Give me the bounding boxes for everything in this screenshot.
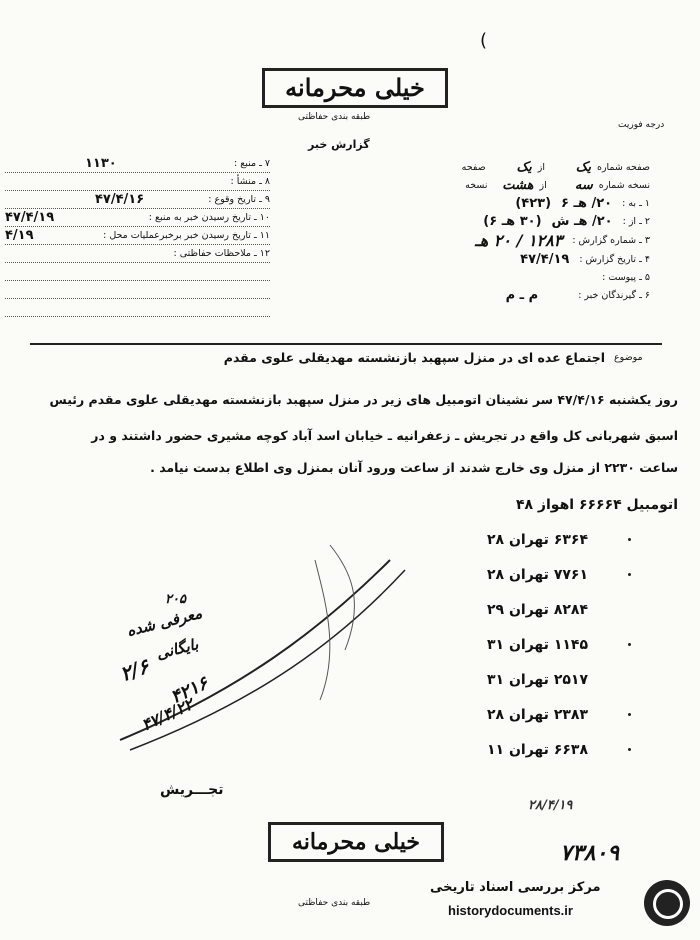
vehicle-item: ۱۱۴۵ تهران ۳۱ bbox=[487, 637, 588, 653]
vehicles-intro: اتومبیل ۶۶۶۶۴ اهواز ۴۸ bbox=[515, 497, 678, 513]
subject-label: موضوع bbox=[614, 352, 643, 363]
form-row: ۱ ـ به : ۲۰/ هـ ۶ (۴۲۳) bbox=[515, 195, 650, 211]
handwritten-arc bbox=[100, 540, 460, 770]
classification-label: طبقه بندی حفاظتی bbox=[298, 112, 371, 122]
form-row: ۳ ـ شماره گزارش : ۱۲۸۳ / ۲۰ هـ bbox=[475, 230, 650, 250]
bullet-dot bbox=[628, 713, 631, 716]
handwritten-note: ۴۷/۴/۲۲ bbox=[138, 694, 197, 735]
form-right bbox=[395, 158, 650, 304]
form-row: ۲ ـ از : ۲۰/ هـ ش (۳۰ هـ ۶) bbox=[483, 213, 650, 229]
vehicle-item: ۲۳۸۳ تهران ۲۸ bbox=[487, 707, 588, 723]
handwritten-note: بایگانی bbox=[154, 635, 200, 663]
classification-stamp: خیلی محرمانه bbox=[262, 68, 448, 108]
vehicle-item: ۶۶۳۸ تهران ۱۱ bbox=[487, 742, 588, 758]
top-mark: ( bbox=[480, 30, 488, 51]
bullet-dot bbox=[628, 538, 631, 541]
form-blank-line bbox=[5, 281, 270, 299]
form-row: صفحه شماره یک از یک صفحه bbox=[461, 159, 650, 175]
location-text: تجـــریش bbox=[160, 782, 224, 798]
handwritten-note: معرفی شده bbox=[124, 603, 204, 641]
vehicle-item: ۲۵۱۷ تهران ۳۱ bbox=[487, 672, 588, 688]
vehicle-item: ۶۳۶۴ تهران ۲۸ bbox=[487, 532, 588, 548]
handwritten-note: ۲۰۵ bbox=[165, 592, 186, 607]
form-row: نسخه شماره سه از هشت نسخه bbox=[465, 177, 650, 193]
form-row: ۴ ـ تاریخ گزارش : ۴۷/۴/۱۹ bbox=[520, 251, 650, 267]
handwritten-note: ۴۲۱۶ bbox=[167, 672, 212, 709]
body-line-3: ساعت ۲۲۳۰ از منزل وی خارج شدند از ساعت ورود آنان بمنزل وی اطلاع بدست نیامد . bbox=[150, 460, 678, 475]
handwritten-note: ۲/۶ bbox=[116, 653, 153, 687]
watermark-org: مرکز بررسی اسناد تاریخی bbox=[430, 880, 601, 895]
body-line-1: روز یکشنبه ۴۷/۴/۱۶ سر نشینان اتومبیل های زیر در منزل سپهبد بازنشسته مهدیقلی علوی مقدم رئیس bbox=[49, 392, 678, 407]
watermark-site: historydocuments.ir bbox=[448, 903, 573, 918]
bullet-dot bbox=[628, 643, 631, 646]
form-row: ۷ ـ منبع : ۱۱۳۰ bbox=[5, 155, 270, 173]
form-row: ۶ ـ گیرندگان خبر : م ـ م bbox=[505, 287, 650, 303]
form-row: ۱۰ ـ تاریخ رسیدن خبر به منبع : ۴۷/۴/۱۹ bbox=[5, 210, 270, 225]
vehicle-item: ۷۷۶۱ تهران ۲۸ bbox=[487, 567, 588, 583]
report-title: گزارش خبر bbox=[308, 138, 370, 151]
section-divider bbox=[30, 343, 662, 345]
footer-classification-stamp: خیلی محرمانه bbox=[268, 822, 444, 862]
body-line-2: اسبق شهربانی کل واقع در تجریش ـ زعفرانیه ـ خیابان اسد آباد کوچه مشیری حضور داشتند و در bbox=[91, 428, 678, 443]
form-left bbox=[5, 155, 270, 317]
form-row: ۸ ـ منشأ : bbox=[5, 173, 270, 191]
form-blank-line bbox=[5, 299, 270, 317]
handwritten-date: ۲۸/۴/۱۹ bbox=[528, 798, 573, 813]
bullet-dot bbox=[628, 748, 631, 751]
handwritten-number: ۷۳۸۰۹ bbox=[560, 840, 620, 866]
form-row: ۹ ـ تاریخ وقوع : ۴۷/۴/۱۶ bbox=[5, 191, 270, 209]
vehicle-item: ۸۲۸۴ تهران ۲۹ bbox=[487, 602, 588, 618]
watermark-logo-icon bbox=[644, 880, 690, 926]
footer-classification-label: طبقه بندی حفاظتی bbox=[298, 898, 371, 908]
form-row: ۱۱ ـ تاریخ رسیدن خبر برخبرعملیات محل : ۴/۱۹ bbox=[5, 228, 270, 243]
priority-label: درجه فوریت bbox=[618, 120, 665, 130]
subject-text: اجتماع عده ای در منزل سپهبد بازنشسته مهدیقلی علوی مقدم bbox=[223, 350, 605, 365]
form-row: ۵ ـ پیوست : bbox=[602, 271, 650, 283]
form-row: ۱۲ ـ ملاحظات حفاظتی : bbox=[5, 245, 270, 263]
bullet-dot bbox=[628, 573, 631, 576]
form-blank-line bbox=[5, 263, 270, 281]
